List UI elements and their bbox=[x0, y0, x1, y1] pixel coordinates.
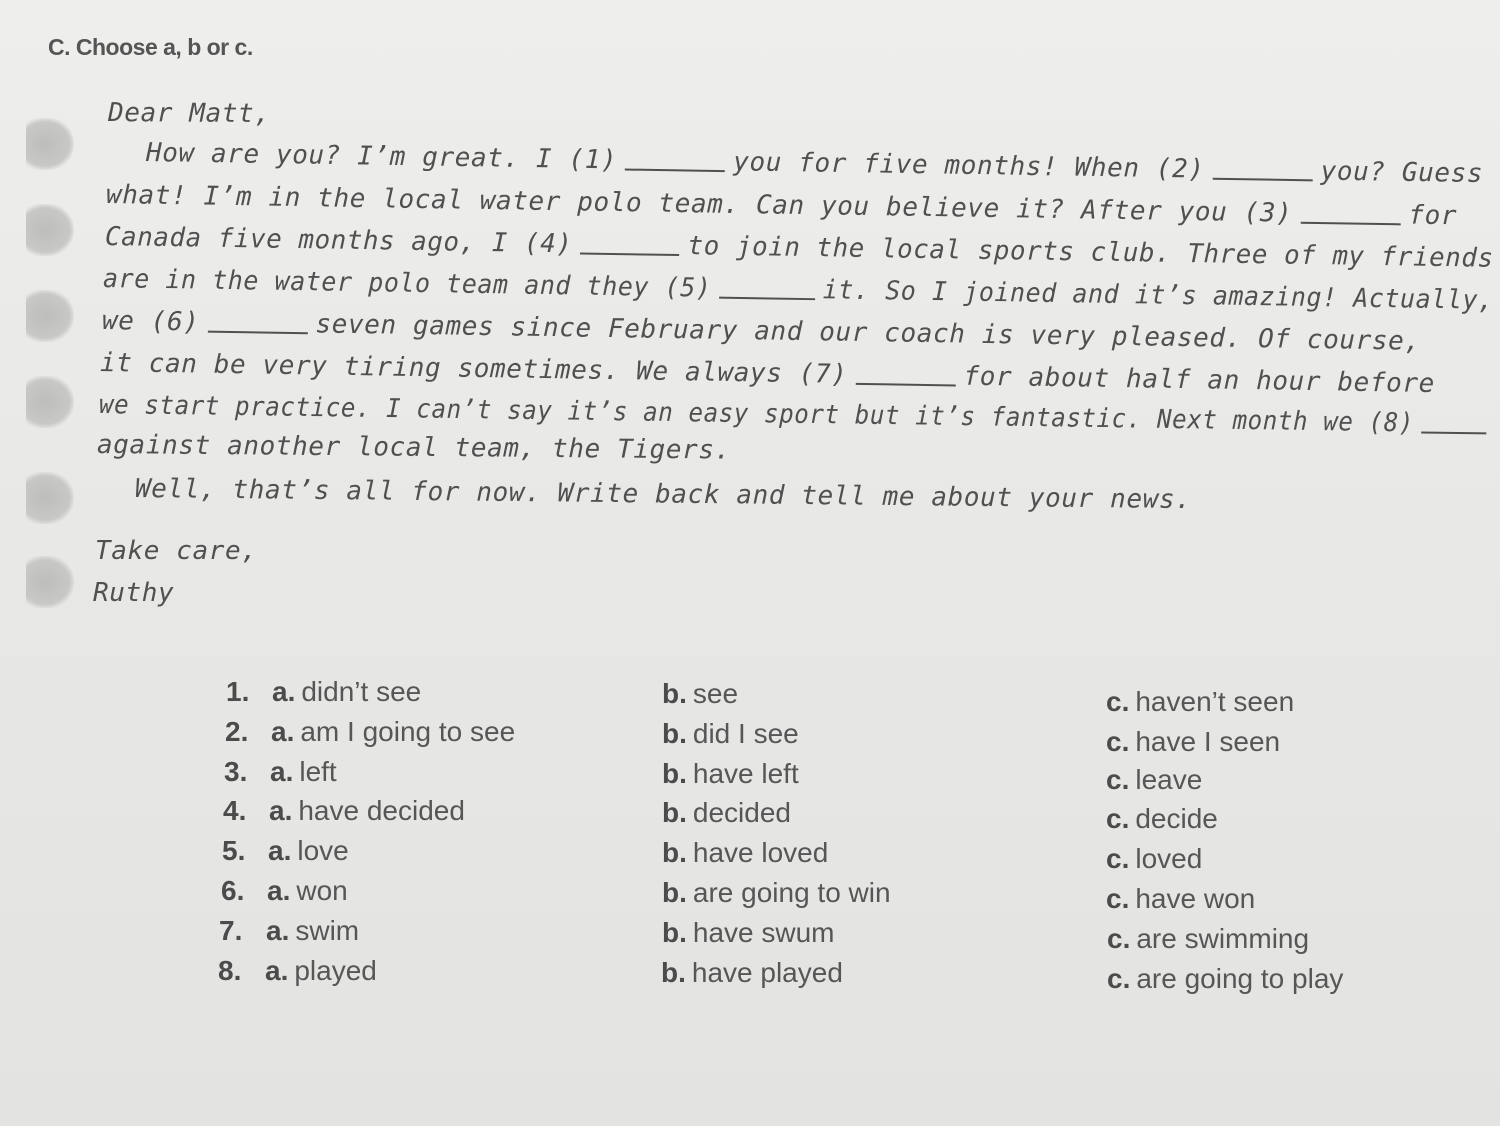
option-b[interactable]: b. are going to win bbox=[662, 877, 891, 908]
letter-line-1 bbox=[146, 138, 1484, 189]
option-c[interactable]: c. have won bbox=[1106, 883, 1256, 914]
question-row bbox=[0, 915, 1500, 955]
letter-signature: Ruthy bbox=[93, 578, 175, 608]
letter-greeting: Dear Matt, bbox=[107, 98, 271, 130]
question-number: 2. bbox=[225, 716, 249, 747]
option-a[interactable]: a. have decided bbox=[269, 795, 465, 826]
letter-line-4 bbox=[103, 264, 1494, 316]
answer-blank-5[interactable] bbox=[719, 297, 815, 301]
option-c[interactable]: c. are swimming bbox=[1107, 923, 1310, 954]
letter-text: it. So I joined and it’s amazing! Actually, bbox=[822, 275, 1494, 316]
letter-line-8: against another local team, the Tigers. bbox=[96, 430, 731, 466]
question-number: 4. bbox=[223, 795, 247, 826]
binder-hole bbox=[26, 204, 74, 256]
binder-hole bbox=[26, 472, 74, 524]
option-c[interactable]: c. leave bbox=[1106, 764, 1203, 795]
option-a[interactable]: a. swim bbox=[266, 915, 360, 946]
question-number: 7. bbox=[219, 915, 243, 946]
option-c[interactable]: c. are going to play bbox=[1107, 963, 1344, 994]
option-b[interactable]: b. have left bbox=[662, 758, 799, 789]
option-c[interactable]: c. haven’t seen bbox=[1106, 686, 1295, 717]
letter-text: to join the local sports club. Three of my friends bbox=[687, 231, 1494, 274]
option-b[interactable]: b. have played bbox=[661, 957, 843, 988]
answer-blank-8[interactable] bbox=[1421, 431, 1486, 434]
binder-hole bbox=[26, 376, 74, 428]
letter-text: we start practice. I can’t say it’s an easy sport but it’s fantastic. Next month we (8) bbox=[98, 390, 1415, 439]
letter-text: you? Guess bbox=[1320, 156, 1484, 190]
option-b[interactable]: b. did I see bbox=[662, 718, 799, 749]
letter-line-2 bbox=[106, 180, 1458, 231]
option-c[interactable]: c. decide bbox=[1106, 803, 1218, 834]
answer-blank-6[interactable] bbox=[207, 331, 307, 335]
binder-hole bbox=[26, 290, 74, 342]
question-row bbox=[0, 835, 1500, 875]
letter-text: for bbox=[1408, 200, 1458, 232]
letter-text: we (6) bbox=[101, 306, 200, 338]
question-number: 6. bbox=[221, 875, 245, 906]
question-row bbox=[0, 955, 1500, 995]
option-c[interactable]: c. have I seen bbox=[1106, 726, 1281, 757]
question-number: 1. bbox=[226, 676, 250, 707]
letter-text: seven games since February and our coach is very pleased. Of course, bbox=[315, 309, 1421, 357]
option-a[interactable]: a. played bbox=[265, 955, 377, 986]
question-row bbox=[0, 676, 1500, 716]
letter-text: Canada five months ago, I (4) bbox=[104, 222, 573, 260]
option-a[interactable]: a. am I going to see bbox=[271, 716, 516, 747]
letter-text: you for five months! When (2) bbox=[733, 147, 1205, 185]
answer-blank-4[interactable] bbox=[580, 252, 679, 256]
letter-line-5 bbox=[102, 306, 1421, 357]
option-a[interactable]: a. won bbox=[267, 875, 348, 906]
option-b[interactable]: b. see bbox=[662, 678, 739, 709]
letter-text: are in the water polo team and they (5) bbox=[102, 264, 712, 304]
binder-hole bbox=[26, 556, 74, 608]
letter-text: How are you? I’m great. I (1) bbox=[145, 138, 618, 176]
question-row bbox=[0, 716, 1500, 756]
question-number: 5. bbox=[222, 835, 246, 866]
option-a[interactable]: a. didn’t see bbox=[272, 676, 422, 707]
option-a[interactable]: a. love bbox=[268, 835, 349, 866]
answer-blank-1[interactable] bbox=[625, 169, 725, 173]
letter-text: for about half an hour before bbox=[963, 361, 1436, 399]
option-a[interactable]: a. left bbox=[270, 756, 337, 787]
option-b[interactable]: b. have swum bbox=[662, 917, 835, 948]
question-number: 8. bbox=[218, 955, 242, 986]
question-row bbox=[0, 795, 1500, 835]
answer-blank-2[interactable] bbox=[1212, 178, 1312, 182]
letter-closing: Take care, bbox=[95, 536, 258, 566]
question-row bbox=[0, 875, 1500, 915]
question-number: 3. bbox=[224, 756, 248, 787]
option-c[interactable]: c. loved bbox=[1106, 843, 1203, 874]
question-row bbox=[0, 756, 1500, 796]
letter-line-3 bbox=[105, 222, 1494, 274]
option-b[interactable]: b. decided bbox=[662, 797, 791, 828]
answer-blank-7[interactable] bbox=[855, 383, 955, 387]
answer-blank-3[interactable] bbox=[1300, 222, 1400, 226]
letter-line-6 bbox=[100, 348, 1435, 399]
option-b[interactable]: b. have loved bbox=[662, 837, 829, 868]
binder-hole bbox=[26, 118, 74, 170]
letter-text: what! I’m in the local water polo team. Can you believe it? After you (3) bbox=[105, 180, 1293, 229]
letter-text: it can be very tiring sometimes. We always (7) bbox=[99, 348, 848, 390]
letter-line-9: Well, that’s all for now. Write back and tell me about your news. bbox=[134, 474, 1192, 516]
exercise-instruction: C. Choose a, b or c. bbox=[48, 34, 253, 60]
